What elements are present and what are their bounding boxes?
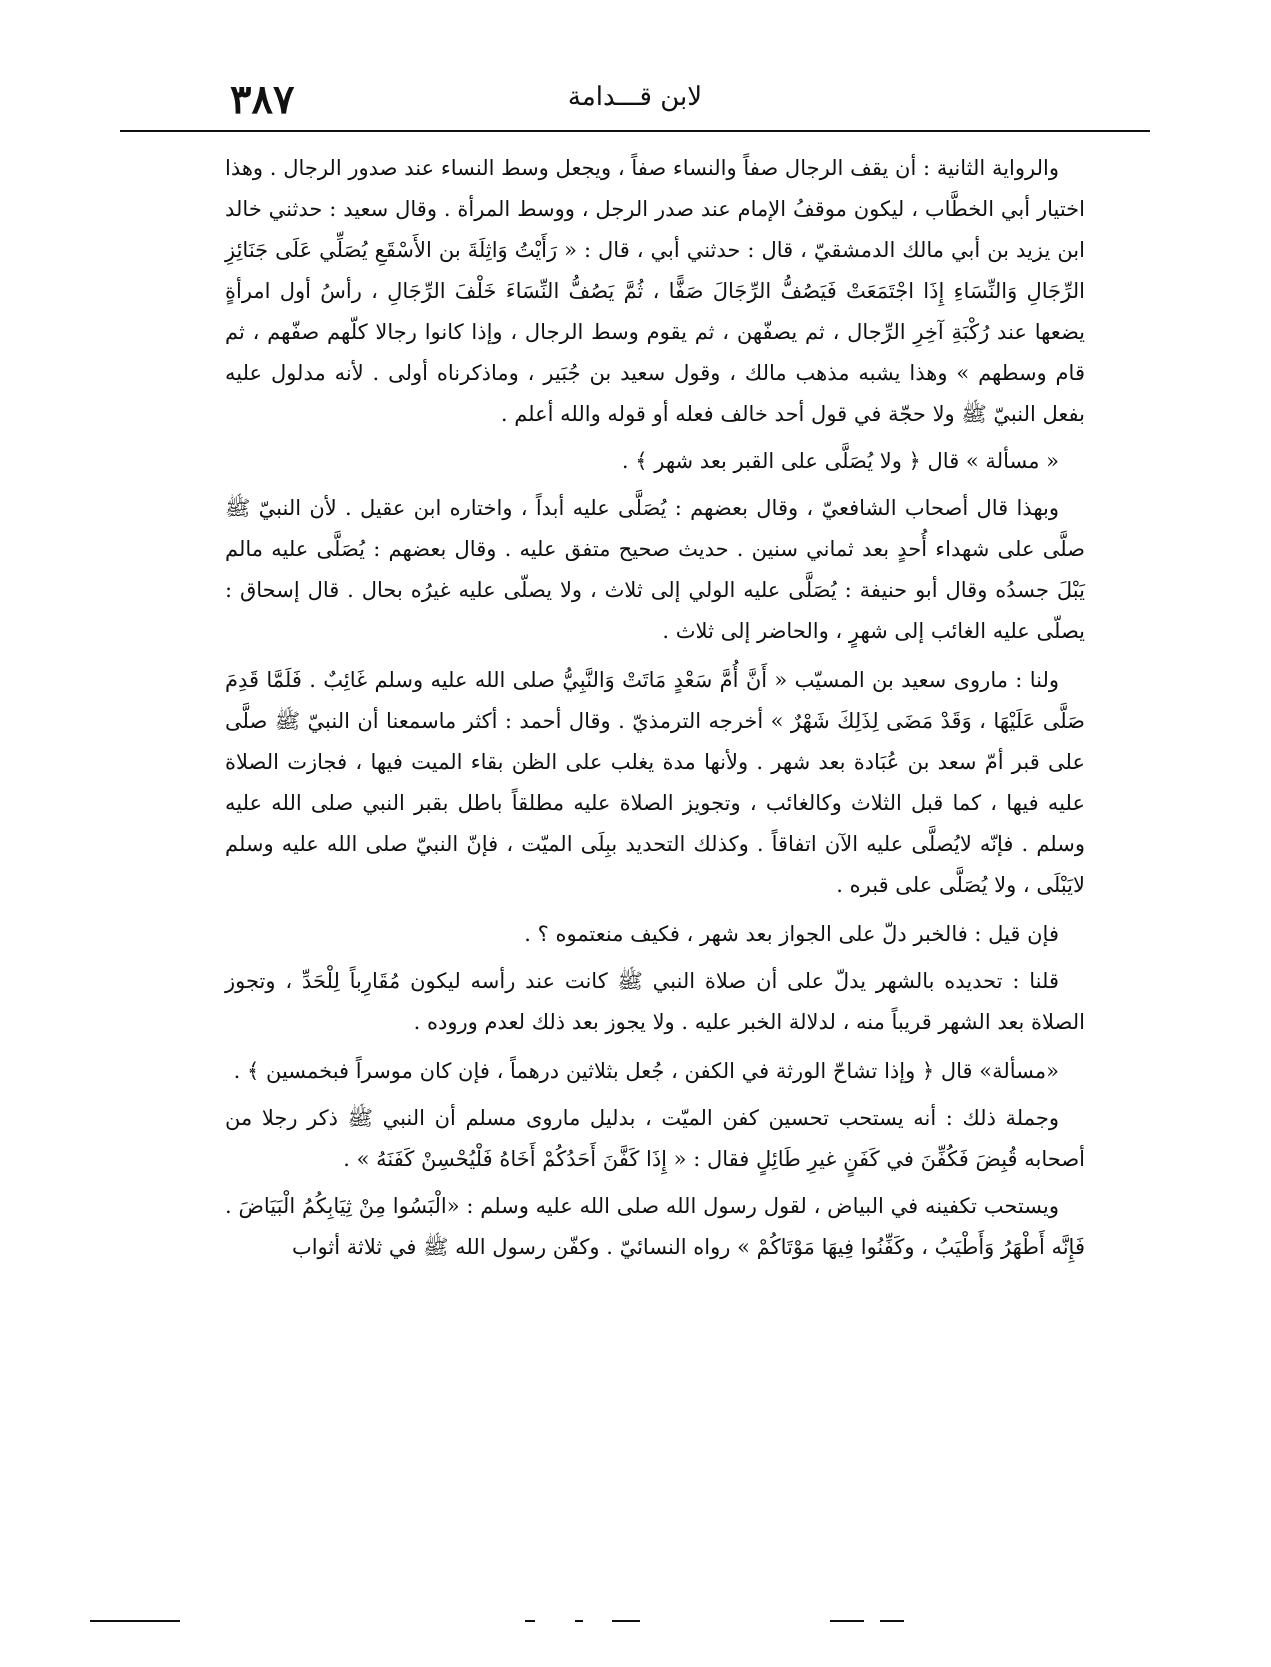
paragraph: وجملة ذلك : أنه يستحب تحسين كفن الميّت ، بدليل ماروى مسلم أن النبي ﷺ ذكر رجلا من أصحابه قُبِضَ فَكُفِّنَ في كَفَنٍ غيرِ طَائِلٍ فقال : « إِذَا كَفَّنَ أَحَدُكُمْ أَخَاهُ فَلْيُحْسِنْ كَفَنَهُ » . <box>225 1106 1085 1171</box>
paragraph: قلنا : تحديده بالشهر يدلّ على أن صلاة النبي ﷺ كانت عند رأسه ليكون مُقَارِباً لِلْحَدِّ ، وتجوز الصلاة بعد الشهر قريباً منه ، لدلالة الخبر عليه . ولا يجوز بعد ذلك لعدم وروده . <box>225 969 1085 1034</box>
header-divider <box>120 130 1150 132</box>
paragraph: ويستحب تكفينه في البياض ، لقول رسول الله صلى الله عليه وسلم : «الْبَسُوا مِنْ ثِيَابِكُمُ الْبَيَاضَ . فَإِنَّه أَطْهَرُ وَأَطْيَبُ ، وكَفِّنُوا فِيهَا مَوْتَاكُمْ » رواه النسائيّ . وكفّن رسول الله ﷺ في ثلاثة أثواب <box>225 1194 1085 1259</box>
footer-line <box>612 1620 640 1622</box>
paragraph: «مسألة» قال ﴿ وإذا تشاحّ الورثة في الكفن ، جُعل بثلاثين درهماً ، فإن كان موسراً فبخمسين ﴾ . <box>233 1059 1059 1083</box>
page-number: ٣٨٧ <box>230 76 295 123</box>
footer-line <box>525 1620 535 1622</box>
paragraph: والرواية الثانية : أن يقف الرجال صفاً والنساء صفاً ، ويجعل وسط النساء عند صدور الرجال . وهذا اختيار أبي الخطَّاب ، ليكون موقفُ الإمام عند صدر الرجل ، ووسط المرأة . وقال سعيد : حدثني خالد ابن يزيد بن أبي مالك الدمشقيّ ، قال : حدثني أبي ، قال : « رَأَيْتُ وَاثِلَةَ بن الأَسْقَعِ يُصَلِّي عَلَى جَنَائِزِ الرِّجَالِ وَالنِّسَاءِ إِذَا اجْتَمَعَتْ فَيَصُفُّ الرِّجَالَ صَفًّا ، ثُمَّ يَصُفُّ النِّسَاءَ خَلْفَ الرِّجَالِ ، رأسُ أول امرأةٍ يضعها عند رُكْبَةِ آخِرِ الرِّجال ، ثم يصفّهن ، ثم يقوم وسط الرجال ، وإذا كانوا رجالا كلّهم صفّهم ، ثم قام وسطهم » وهذا يشبه مذهب مالك ، وقول سعيد بن جُبَير ، وماذكرناه أولى . لأنه مدلول عليه بفعل النبيّ ﷺ ولا حجّة في قول أحد خالف فعله أو قوله والله أعلم . <box>225 156 1085 426</box>
body-text <box>225 148 1085 1274</box>
paragraph: ولنا : ماروى سعيد بن المسيّب « أَنَّ أُمَّ سَعْدٍ مَاتَتْ وَالنَّبِيُّ صلى الله عليه وسلم غَائِبٌ . فَلَمَّا قَدِمَ صَلَّى عَلَيْهَا ، وَقَدْ مَضَى لِذَلِكَ شَهْرٌ » أخرجه الترمذيّ . وقال أحمد : أكثر ماسمعنا أن النبيّ ﷺ صلَّى على قبر أمّ سعد بن عُبَادة بعد شهر . ولأنها مدة يغلب على الظن بقاء الميت فيها ، فجازت الصلاة عليه فيها ، كما قبل الثلاث وكالغائب ، وتجويز الصلاة عليه مطلقاً باطل بقبر النبي صلى الله عليه وسلم . فإنّه لايُصلَّى عليه الآن اتفاقاً . وكذلك التحديد ببِلَى الميّت ، فإنّ النبيّ صلى الله عليه وسلم لايَبْلَى ، ولا يُصَلَّى على قبره . <box>225 668 1086 897</box>
footer-line <box>90 1620 180 1622</box>
footer-line <box>880 1620 904 1622</box>
page-header <box>120 72 1150 128</box>
running-title: لابن قـــدامة <box>567 82 703 112</box>
footer-marks <box>0 1620 1271 1630</box>
footer-line <box>830 1620 864 1622</box>
footer-line <box>575 1620 583 1622</box>
paragraph: فإن قيل : فالخبر دلّ على الجواز بعد شهر ، فكيف منعتموه ؟ . <box>524 922 1059 946</box>
paragraph: وبهذا قال أصحاب الشافعيّ ، وقال بعضهم : يُصَلَّى عليه أبداً ، واختاره ابن عقيل . لأن النبيّ ﷺ صلَّى على شهداء أُحدٍ بعد ثماني سنين . حديث صحيح متفق عليه . وقال بعضهم : يُصَلَّى عليه مالم يَبْلَ جسدُه وقال أبو حنيفة : يُصَلَّى عليه الولي إلى ثلاث ، ولا يصلّى عليه غيرُه بحال . قال إسحاق : يصلّى عليه الغائب إلى شهرٍ ، والحاضر إلى ثلاث . <box>225 496 1085 643</box>
paragraph: « مسألة » قال ﴿ ولا يُصَلَّى على القبر بعد شهر ﴾ . <box>621 449 1059 473</box>
